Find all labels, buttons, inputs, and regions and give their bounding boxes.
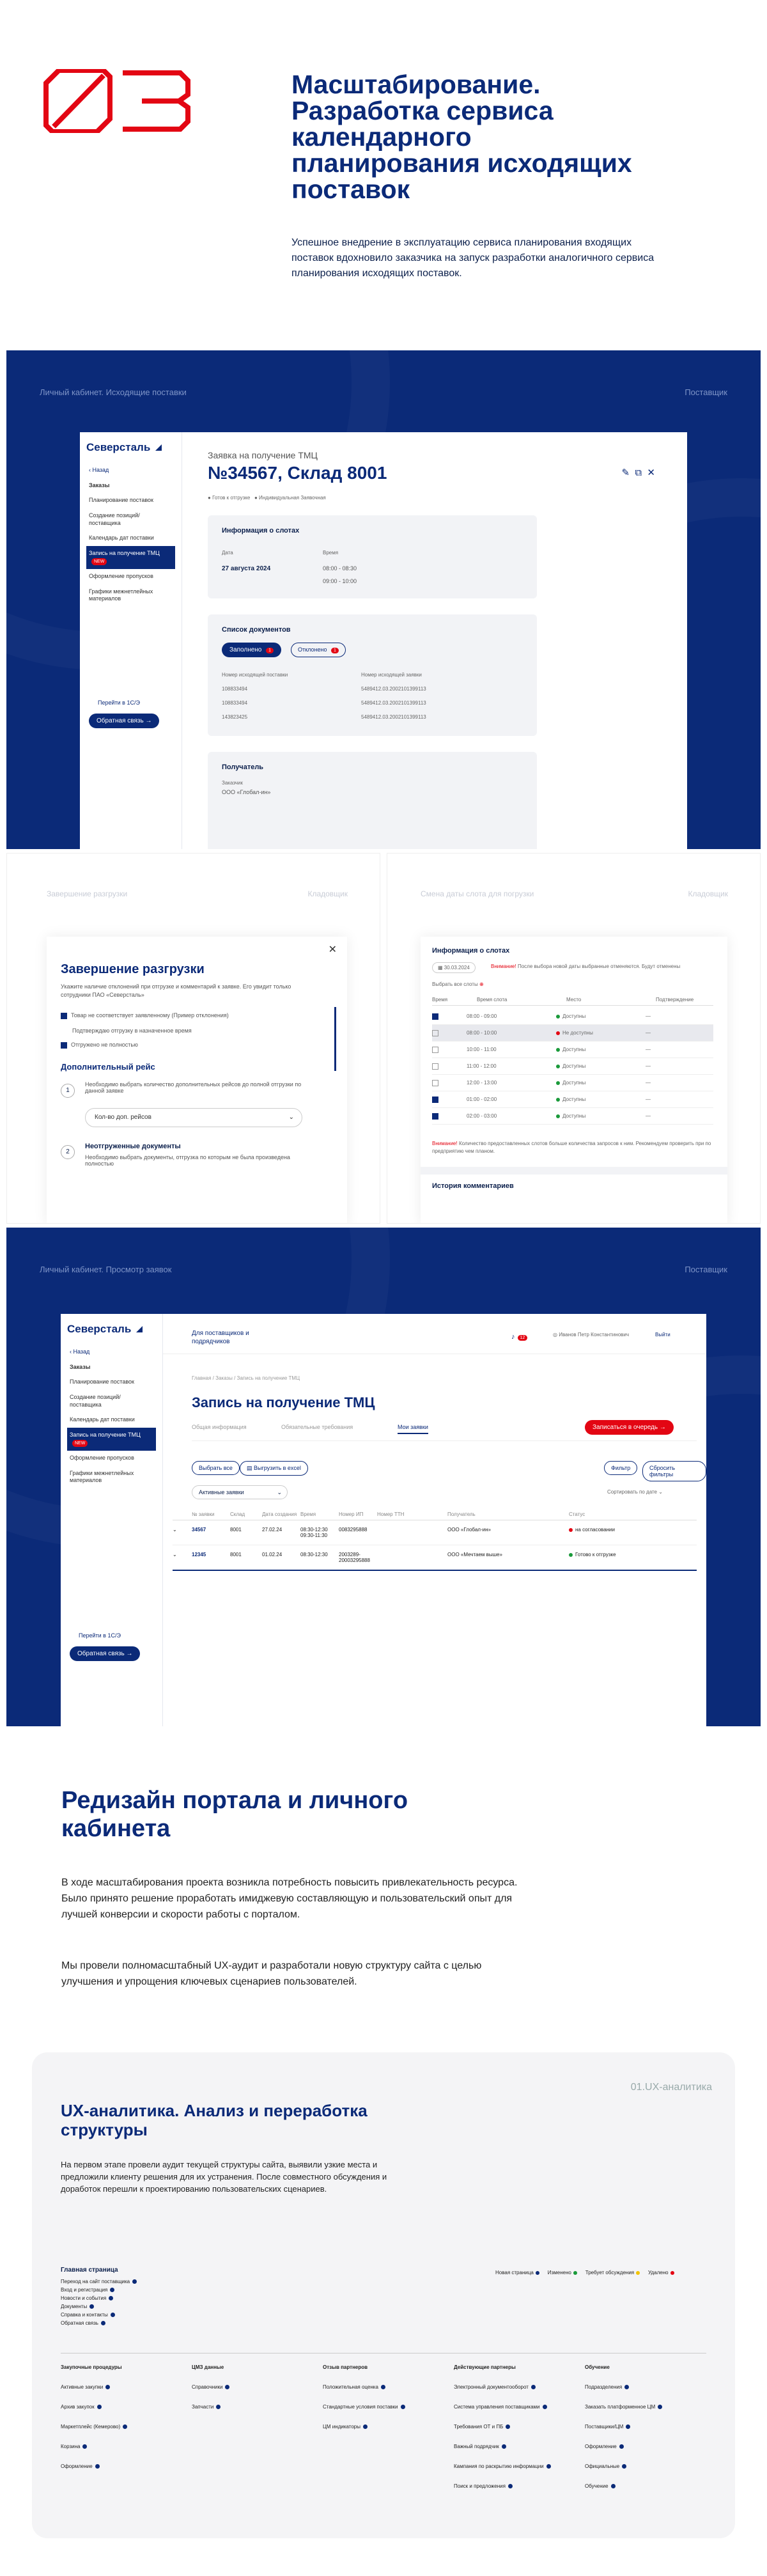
slot-time: 10:00 - 11:00	[467, 1047, 497, 1052]
unloading-modal	[47, 937, 347, 1224]
screen-view-requests	[6, 1228, 761, 1726]
divider	[421, 1167, 727, 1175]
breadcrumb: Личный кабинет. Просмотр заявок	[40, 1265, 172, 1274]
sidebar	[61, 1314, 163, 1726]
slot-status: Доступны	[556, 1091, 646, 1108]
column-header[interactable]: № заявки	[192, 1511, 215, 1517]
slots-panel	[421, 937, 727, 1224]
table-cell: 34567	[192, 1527, 206, 1533]
feedback-button[interactable]: Обратная связь →	[89, 714, 159, 728]
doc-cell: 5489412.03.2002101399113	[361, 714, 426, 720]
expand-icon[interactable]: ⌄	[173, 1527, 177, 1533]
app-window	[80, 432, 687, 849]
col-shipment: Номер исходящей поставки	[222, 672, 288, 678]
section-number-03	[40, 69, 193, 133]
role-label: Поставщик	[685, 1265, 727, 1274]
slot-time: 08:00 - 09:00	[467, 1013, 497, 1019]
slots-title: Информация о слотах	[432, 947, 510, 955]
checkbox[interactable]	[432, 1113, 438, 1120]
request-label: Заявка на получение ТМЦ	[208, 450, 318, 460]
ux-analytics-card	[32, 2052, 735, 2538]
section-tag: 01.UX-аналитика	[630, 2082, 712, 2093]
checkbox[interactable]	[432, 1013, 438, 1020]
slot-status: Доступны	[556, 1075, 646, 1091]
tab-rejected[interactable]: Отклонено 1	[291, 643, 346, 657]
sitemap-column-title: Отзыв партнеров	[323, 2364, 368, 2370]
col-request: Номер исходящей заявки	[361, 672, 422, 678]
requests-table	[173, 1509, 697, 1571]
option-mismatch[interactable]: Товар не соответствует заявленному (Пример отклонения)	[61, 1012, 229, 1019]
sitemap-column	[192, 2363, 310, 2490]
user-menu[interactable]: ◎ Иванов Петр Константинович	[553, 1332, 630, 1338]
divider	[192, 1440, 697, 1441]
doc-cell: 5489412.03.2002101399113	[361, 700, 426, 706]
sitemap-node: Активные закупки	[61, 2383, 179, 2391]
recipient-title: Получатель	[222, 763, 264, 771]
sitemap-node: Положительная оценка	[323, 2383, 441, 2391]
table-cell: 08:30-12:30	[300, 1552, 328, 1557]
edit-icon[interactable]: ✎	[621, 467, 630, 478]
table-cell: 8001	[230, 1552, 242, 1557]
table-cell: ООО «Глобал-ин»	[447, 1527, 491, 1533]
logo: Северсталь	[67, 1323, 132, 1335]
role-label: Кладовщик	[688, 889, 728, 898]
main-page-node: Главная страница	[61, 2267, 118, 2274]
portal-name: Для поставщиков и подрядчиков	[192, 1330, 249, 1345]
sitemap-node: Стандартные условия поставки	[323, 2403, 441, 2411]
table-row[interactable]	[173, 1520, 697, 1545]
sitemap-node: Маркетплейс (Кемерово)	[61, 2423, 179, 2431]
documents-card	[208, 614, 537, 736]
hero-lead: Успешное внедрение в эксплуатацию сервиса планирования входящих поставок вдохновило заказчика на запуск разработки аналогичного сервиса планирования исходящих поставок.	[291, 237, 655, 279]
sitemap-node: Заказать платформенное ЦМ	[585, 2403, 703, 2411]
table-cell: 0083295888	[339, 1527, 368, 1533]
tab-requirements[interactable]: Обязательные требования	[281, 1424, 353, 1430]
ux-title: UX-аналитика. Анализ и переработка структуры	[61, 2101, 368, 2139]
slot-date: 27 августа 2024	[222, 565, 271, 572]
breadcrumb: Личный кабинет. Исходящие поставки	[40, 387, 187, 397]
slot-status: Доступны	[556, 1008, 646, 1025]
sitemap-column	[454, 2363, 572, 2490]
hero-title: Масштабирование. Разработка сервиса календарного планирования исходящих поставок	[291, 70, 632, 204]
column-header[interactable]: Получатель	[447, 1511, 476, 1517]
sitemap-node: Архив закупок	[61, 2403, 179, 2411]
column-header[interactable]: Склад	[230, 1511, 245, 1517]
sidebar-item-booking[interactable]: Запись на получение ТМЦNEW	[67, 1428, 156, 1451]
sitemap-node: Справка и контакты	[61, 2311, 137, 2319]
sitemap-column-title: Действующие партнеры	[454, 2364, 516, 2370]
slots-list	[432, 1008, 713, 1125]
table-cell	[377, 1527, 447, 1538]
bell-icon: ♪	[511, 1333, 515, 1341]
col-time: Время	[323, 550, 339, 556]
doc-cell: 108833494	[222, 686, 248, 692]
checkbox[interactable]	[432, 1030, 438, 1036]
page-breadcrumb: Главная / Заказы / Запись на получение ТМЦ	[192, 1375, 300, 1381]
slot-time: 11:00 - 12:00	[467, 1063, 497, 1069]
docs-title: Список документов	[222, 626, 291, 634]
redesign-title: Редизайн портала и личного кабинета	[61, 1787, 408, 1842]
checkbox[interactable]	[432, 1097, 438, 1103]
slot-status: Доступны	[556, 1108, 646, 1125]
sidebar-item-graphs[interactable]: Графики межнетлейных материалов	[89, 588, 153, 602]
calendar-icon: ▦	[438, 965, 444, 971]
sitemap-node: Запчасти	[192, 2403, 310, 2411]
slot-status: Доступны	[556, 1058, 646, 1075]
close-icon[interactable]: ✕	[647, 467, 655, 478]
slot-row[interactable]: 11:00 - 12:00 Доступны —	[432, 1058, 713, 1075]
recipient-card	[208, 752, 537, 849]
tab-filled[interactable]: Заполнено 1	[222, 643, 281, 657]
tab-my-requests[interactable]: Мои заявки	[398, 1424, 428, 1434]
sitemap-node: Требования ОТ и ПБ	[454, 2423, 572, 2431]
column-header[interactable]: Статус	[569, 1511, 585, 1517]
new-request-button[interactable]: Записаться в очередь →	[585, 1420, 674, 1435]
table-cell: ООО «Мечтаем выше»	[447, 1552, 502, 1557]
sidebar-item-planning[interactable]: Планирование поставок	[70, 1378, 134, 1386]
history-title: История комментариев	[432, 1182, 514, 1190]
tree-divider	[61, 2353, 706, 2354]
sitemap-node: Поставщики/ЦМ	[585, 2423, 703, 2431]
sitemap-node: Новости и события	[61, 2294, 137, 2302]
filter-button[interactable]: Фильтр	[604, 1461, 637, 1475]
slot-time: 09:00 - 10:00	[323, 578, 357, 584]
meta-row: ● Готов к отгрузке ● Индивидуальная Заявочная	[208, 495, 326, 501]
sidebar-item-graphs[interactable]: Графики межнетлейных материалов	[70, 1469, 134, 1484]
sidebar-item-booking[interactable]: Запись на получение ТМЦNEW	[86, 546, 175, 569]
sidebar-item-orders[interactable]: Заказы	[89, 481, 110, 488]
table-cell: 08:30-12:30 09:30-11:30	[300, 1527, 328, 1538]
status-badge: Готово к отгрузке	[569, 1552, 665, 1563]
logo: Северсталь	[86, 441, 175, 454]
slot-time: 02:00 - 03:00	[467, 1113, 497, 1119]
feedback-button[interactable]: Обратная связь →	[70, 1646, 140, 1661]
sitemap-column	[61, 2363, 179, 2490]
select-all[interactable]: Выбрать все слоты ⊕	[432, 981, 484, 987]
slot-row[interactable]: 02:00 - 03:00 Доступны —	[432, 1108, 713, 1125]
sitemap-node: Обучение	[585, 2482, 703, 2490]
modal-title: Завершение разгрузки	[61, 962, 205, 976]
step-2-text: Необходимо выбрать документы, отгрузка по которым не была произведена полностью	[85, 1154, 290, 1167]
table-row[interactable]	[173, 1545, 697, 1571]
app-window	[61, 1314, 706, 1726]
sidebar-item-calendar[interactable]: Календарь дат поставки	[70, 1416, 135, 1423]
slot-status: Доступны	[556, 1042, 646, 1058]
sitemap-node: Кампания по раскрытию информации	[454, 2462, 572, 2471]
select-all-button[interactable]: Выбрать все	[192, 1461, 240, 1475]
title-actions	[621, 467, 655, 478]
doc-cell: 108833494	[222, 700, 248, 706]
table-header	[173, 1509, 697, 1520]
trips-select[interactable]: Кол-во доп. рейсов ⌄	[85, 1108, 302, 1127]
excel-icon: ▤	[247, 1465, 254, 1471]
breadcrumb: Смена даты слота для погрузки	[421, 889, 534, 898]
slots-info-card	[208, 515, 537, 598]
copy-icon[interactable]: ⧉	[635, 467, 642, 478]
sitemap-node: Важный подрядчик	[454, 2442, 572, 2451]
col-date: Дата	[222, 550, 233, 556]
doc-cell: 143823425	[222, 714, 248, 720]
expand-icon[interactable]: ⌄	[173, 1552, 177, 1557]
sitemap-node: Обратная связь	[61, 2319, 137, 2327]
sitemap-node: ЦМ индикаторы	[323, 2423, 441, 2431]
new-badge: NEW	[72, 1440, 88, 1447]
close-icon[interactable]: ✕	[328, 944, 337, 955]
slot-time: 08:00 - 08:30	[323, 565, 357, 572]
step-1-text: Необходимо выбрать количество дополнительных рейсов до полной отгрузки по данной заявке	[85, 1081, 302, 1094]
table-cell: 2003289-20003295888	[339, 1552, 370, 1563]
step-2-title: Неотгруженные документы	[85, 1143, 181, 1150]
ux-desc: На первом этапе провели аудит текущей структуры сайта, выявили узкие места и предложили клиенту решения для их устранения. После совместного обсуждения и доработок перешли к проектированию пользовательских сценариев.	[61, 2160, 387, 2194]
sitemap-node: Электронный документооборот	[454, 2383, 572, 2391]
slot-time: 01:00 - 02:00	[467, 1097, 497, 1102]
sitemap-column-title: ЦМЗ данные	[192, 2364, 224, 2370]
sidebar-item-create[interactable]: Создание позиций/ поставщика	[70, 1394, 121, 1408]
slot-row[interactable]: 12:00 - 13:00 Доступны —	[432, 1075, 713, 1091]
sidebar	[80, 432, 182, 849]
sitemap-columns	[61, 2363, 706, 2490]
status-select[interactable]: Активные заявки ⌄	[192, 1485, 288, 1499]
section-title: Дополнительный рейс	[61, 1062, 155, 1072]
sitemap-node: Справочники	[192, 2383, 310, 2391]
sitemap-node: Официальные	[585, 2462, 703, 2471]
sidebar-item-create[interactable]: Создание позиций/ поставщика	[89, 512, 140, 526]
screen-unloading	[6, 853, 380, 1224]
slot-status: Не доступны	[556, 1025, 646, 1042]
sitemap-column-title: Закупочные процедуры	[61, 2364, 122, 2370]
redesign-p2: Мы провели полномасштабный UX-аудит и разработали новую структуру сайта с целью улучшения и упрощения ключевых сценариев пользователей.	[61, 1960, 482, 1987]
status-badge: на согласовании	[569, 1527, 665, 1538]
sitemap-column	[323, 2363, 441, 2490]
exit-link[interactable]: Выйти	[655, 1332, 670, 1338]
logo-icon	[135, 1325, 144, 1334]
go-1c-link[interactable]: Перейти в 1С/Э	[79, 1632, 121, 1639]
sitemap-node: Подразделения	[585, 2383, 703, 2391]
tab-general[interactable]: Общая информация	[192, 1424, 247, 1430]
slot-row[interactable]: 08:00 - 09:00 Доступны —	[432, 1008, 713, 1025]
option-confirm[interactable]: Подтверждаю отгрузку в назначенное время	[72, 1027, 192, 1034]
step-2: 2	[61, 1145, 75, 1159]
table-cell: 8001	[230, 1527, 242, 1533]
sitemap-node: Вход и регистрация	[61, 2286, 137, 2294]
checkbox[interactable]	[432, 1063, 438, 1070]
step-1: 1	[61, 1084, 75, 1098]
sidebar-item-calendar[interactable]: Календарь дат поставки	[89, 535, 154, 542]
note-text: Внимание! Количество предоставленных слотов больше количества запросов к ним. Рекомендуем проверить при по предприятию чем планом.	[432, 1141, 711, 1154]
sitemap-column	[585, 2363, 703, 2490]
page-title: №34567, Склад 8001	[208, 463, 387, 483]
column-header[interactable]: Номер ТТН	[377, 1511, 405, 1517]
column-header[interactable]: Время	[300, 1511, 316, 1517]
table-cell	[377, 1552, 447, 1563]
new-badge: NEW	[91, 558, 107, 565]
role-label: Кладовщик	[307, 889, 348, 898]
option-partial[interactable]: Отгружено не полностью	[61, 1042, 138, 1049]
legend: Новая страница Изменено Требует обсуждения Удалено	[495, 2270, 677, 2275]
date-picker[interactable]: ▦ 30.03.2024	[432, 962, 476, 973]
role-label: Поставщик	[685, 387, 727, 397]
redesign-p1: В ходе масштабирования проекта возникла потребность повысить привлекательность ресурса. Было принято решение проработать имиджевую составляющую и пользовательский опыт для лучшей конверсии и скорости работы с порталом.	[61, 1877, 518, 1920]
slot-time: 08:00 - 10:00	[467, 1030, 497, 1036]
sitemap-node: Оформление	[61, 2462, 179, 2471]
recipient-label: Заказчик	[222, 780, 243, 786]
back-link[interactable]: ‹ Назад	[70, 1348, 90, 1355]
chevron-down-icon: ⌄	[277, 1489, 282, 1495]
sidebar-item-planning[interactable]: Планирование поставок	[89, 497, 153, 504]
sitemap-node: Система управления поставщиками	[454, 2403, 572, 2411]
reset-filters-button[interactable]: Сбросить фильтры	[642, 1461, 706, 1481]
screen-slot-change	[387, 853, 761, 1224]
user-icon: ◎	[553, 1332, 559, 1338]
slot-row[interactable]: 01:00 - 02:00 Доступны —	[432, 1091, 713, 1108]
table-cell: 12345	[192, 1552, 206, 1557]
sitemap-node: Оформление	[585, 2442, 703, 2451]
scrollbar[interactable]	[334, 1007, 336, 1071]
screen-outgoing-supplies	[6, 350, 761, 849]
export-button[interactable]: ▤ Выгрузить в excel	[240, 1461, 308, 1476]
breadcrumb: Завершение разгрузки	[47, 889, 128, 898]
logo-icon	[154, 443, 163, 452]
notifications[interactable]: ♪ 12	[511, 1331, 527, 1342]
checkbox[interactable]	[432, 1047, 438, 1053]
doc-cell: 5489412.03.2002101399113	[361, 686, 426, 692]
checkbox[interactable]	[432, 1080, 438, 1086]
table-cell: 01.02.24	[262, 1552, 283, 1557]
recipient-value: ООО «Глобал-ин»	[222, 789, 271, 795]
modal-desc: Укажите наличие отклонений при отгрузке и комментарий к заявке. Его увидит только сотрудники ПАО «Северсталь»	[61, 983, 291, 998]
sidebar-item-orders[interactable]: Заказы	[70, 1363, 91, 1370]
slots-title: Информация о слотах	[222, 527, 300, 535]
slots-header: Время Время слота Место Подтверждение	[432, 997, 713, 1006]
sidebar-item-passes[interactable]: Оформление пропусков	[89, 572, 153, 579]
column-header[interactable]: Дата создания	[262, 1511, 297, 1517]
back-link[interactable]: ‹ Назад	[89, 467, 109, 473]
sitemap-column-title: Обучение	[585, 2364, 610, 2370]
sitemap-node: Переход на сайт поставщика	[61, 2277, 137, 2286]
slot-time: 12:00 - 13:00	[467, 1080, 497, 1086]
column-header[interactable]: Номер ИП	[339, 1511, 364, 1517]
go-1c-link[interactable]: Перейти в 1С/Э	[98, 699, 140, 706]
table-cell: 27.02.24	[262, 1527, 283, 1533]
sort-select[interactable]: Сортировать по дате ⌄	[607, 1489, 663, 1495]
page-title: Запись на получение ТМЦ	[192, 1394, 375, 1410]
warning-text: Внимание! После выбора новой даты выбранные отменяются. Будут отменены	[491, 964, 681, 969]
sidebar-item-passes[interactable]: Оформление пропусков	[70, 1454, 134, 1461]
slot-row[interactable]: 08:00 - 10:00 Не доступны —	[432, 1025, 713, 1042]
main-items	[61, 2277, 137, 2327]
slot-row[interactable]: 10:00 - 11:00 Доступны —	[432, 1042, 713, 1058]
sitemap-node: Документы	[61, 2302, 137, 2311]
sitemap-node: Поиск и предложения	[454, 2482, 572, 2490]
chevron-down-icon: ⌄	[288, 1114, 294, 1121]
sitemap-node: Корзина	[61, 2442, 179, 2451]
